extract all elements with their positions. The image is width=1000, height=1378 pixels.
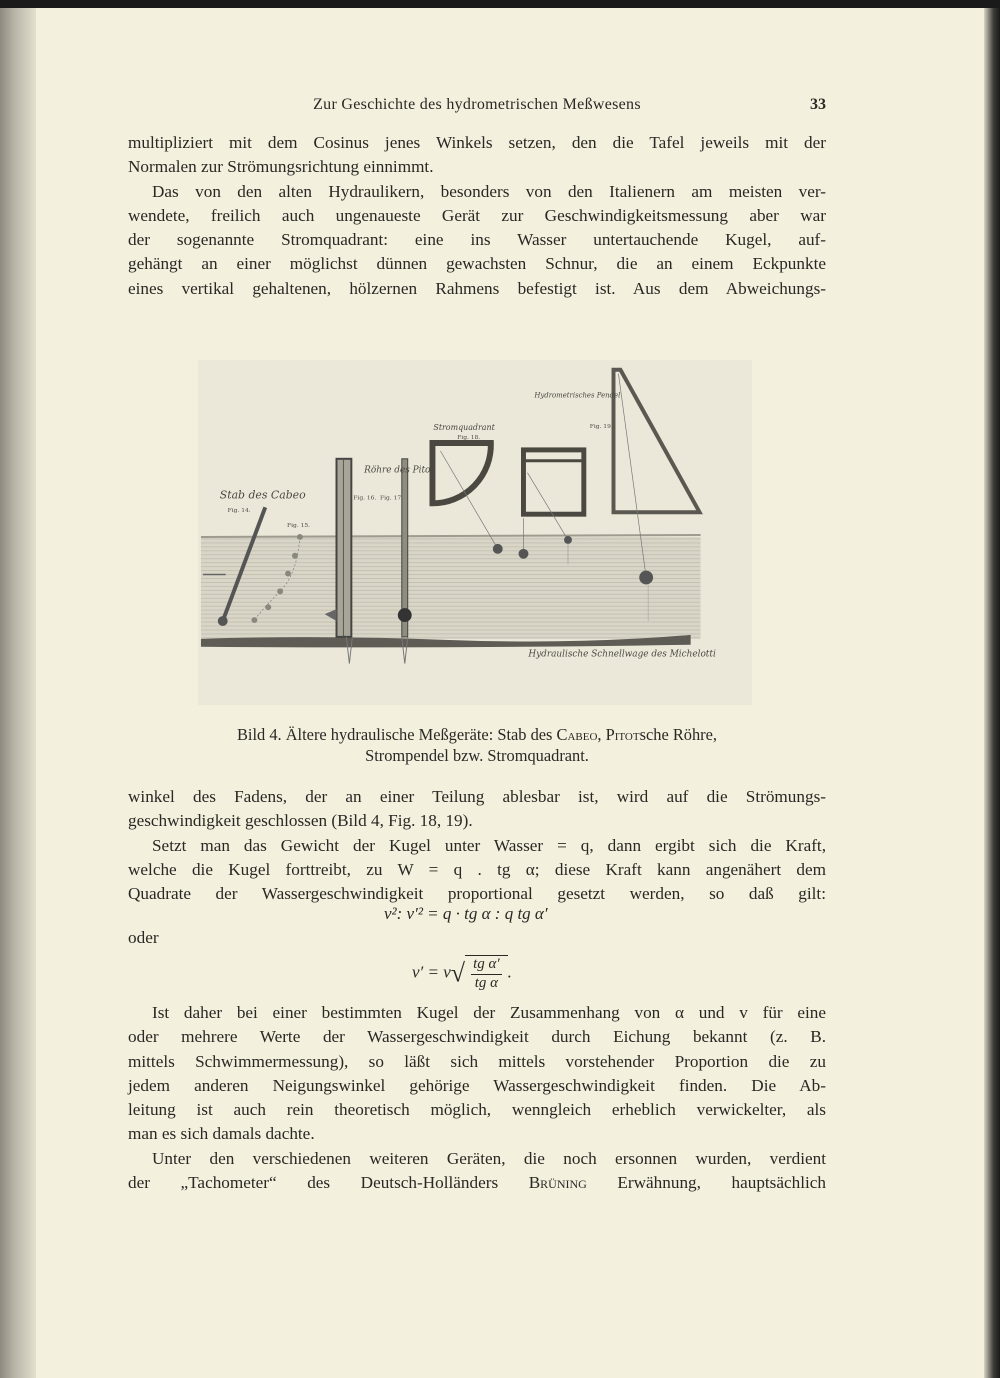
- text-span: Erwähnung, hauptsächlich: [586, 1173, 826, 1193]
- scan-top-border: [0, 0, 1000, 8]
- label-fig19: Fig. 19.: [589, 423, 613, 431]
- figure-hydraulic-instruments: [198, 360, 752, 705]
- text-line: Ist daher bei einer bestimmten Kugel der Zusammenhang von α und v für eine: [152, 1003, 826, 1022]
- text-line: jedem anderen Neigungswinkel gehörige Wassergeschwindigkeit finden. Die Ab-: [128, 1075, 826, 1095]
- caption-text: sche Röhre,: [639, 725, 717, 744]
- text-line: welche die Kugel forttreibt, zu W = q . tg α; diese Kraft kann angenähert dem: [128, 859, 826, 879]
- sqrt-sign: √: [450, 958, 466, 988]
- fraction-numerator: tg α′: [471, 956, 502, 975]
- text-line: wendete, freilich auch ungenaueste Gerät zur Geschwindigkeitsmessung aber war: [128, 205, 826, 225]
- formula-proportion: v²: v′² = q · tg α : q tg α′: [384, 904, 548, 923]
- text-line: leitung ist auch rein theoretisch möglich, wenngleich erheblich verwickelter, als: [128, 1100, 826, 1120]
- text-line: winkel des Fadens, der an einer Teilung ablesbar ist, wird auf die Strömungs-: [128, 787, 826, 806]
- page-gutter-shadow: [0, 8, 36, 1378]
- caption-line-2: Strompendel bzw. Stromquadrant.: [365, 746, 589, 765]
- formula-end: .: [507, 962, 512, 982]
- fraction-denominator: tg α: [474, 975, 498, 991]
- text-line: oder mehrere Werte der Wassergeschwindigkeit durch Eichung bekannt (z. B.: [128, 1027, 826, 1047]
- label-fig16: Fig. 16.: [353, 494, 377, 502]
- text-line: multipliziert mit dem Cosinus jenes Winkels setzen, den die Tafel jeweils mit der: [128, 133, 826, 152]
- page-number: 33: [810, 96, 826, 113]
- text-line: [128, 1171, 826, 1195]
- label-fig18: Fig. 18.: [457, 434, 481, 442]
- text-oder: oder: [128, 928, 159, 947]
- text-line: Setzt man das Gewicht der Kugel unter Wasser = q, dann ergibt sich die Kraft,: [152, 835, 826, 855]
- paragraph-1: [128, 131, 826, 301]
- text-line: der sogenannte Stromquadrant: eine ins Wasser untertauchende Kugel, auf-: [128, 230, 826, 250]
- label-michelotti: Hydraulische Schnellwage des Michelotti: [528, 649, 716, 660]
- text-line: Normalen zur Strömungsrichtung einnimmt.: [128, 157, 434, 177]
- label-pitot: Röhre des Pitot: [364, 465, 434, 476]
- fraction: [465, 955, 508, 992]
- page-right-edge: [984, 8, 1000, 1378]
- label-quadrant: Stromquadrant: [433, 423, 495, 433]
- formula-root: [412, 955, 512, 992]
- text-line: Das von den alten Hydraulikern, besonders von den Italienern am meisten ver-: [152, 181, 826, 201]
- figure-caption: [128, 724, 826, 766]
- text-line: Quadrate der Wassergeschwindigkeit proportional gesetzt werden, so daß gilt:: [128, 884, 826, 904]
- label-pendel: Hydrometrisches Pendel: [534, 391, 621, 400]
- label-fig14: Fig. 14.: [227, 507, 251, 515]
- caption-name-pitot: Pitot: [605, 725, 640, 744]
- water-area: [201, 537, 701, 639]
- running-title: Zur Geschichte des hydrometrischen Meßwesens: [313, 96, 641, 113]
- caption-text: Bild 4. Ältere hydraulische Meßgeräte: Stab des: [237, 725, 557, 744]
- engraving-illustration: [198, 360, 752, 705]
- label-fig15: Fig. 15.: [287, 522, 311, 530]
- text-span: der „Tachometer“ des Deutsch-Holländers: [128, 1173, 529, 1193]
- label-cabeo: Stab des Cabeo: [219, 488, 306, 502]
- formula-lhs: v′ = v: [412, 962, 451, 982]
- text-line: Unter den verschiedenen weiteren Geräten, die noch ersonnen wurden, verdient: [152, 1148, 826, 1168]
- paragraph-5: [128, 1001, 826, 1195]
- name-bruening: Brüning: [528, 1173, 587, 1193]
- running-header: [128, 96, 826, 118]
- paragraph-3: [128, 785, 826, 906]
- text-line: gehängt an einer möglichst dünnen gewachsten Schnur, die an einem Eckpunkte: [128, 254, 826, 274]
- text-line: mittels Schwimmermessung), so läßt sich mittels vorstehender Proportion die zu: [128, 1051, 826, 1071]
- label-fig17: Fig. 17.: [380, 494, 404, 502]
- text-line: eines vertikal gehaltenen, hölzernen Rahmens befestigt ist. Aus dem Abweichungs-: [128, 278, 826, 298]
- caption-name-cabeo: Cabeo: [556, 725, 598, 744]
- text-line: man es sich damals dachte.: [128, 1124, 315, 1144]
- caption-text: ,: [597, 725, 606, 744]
- text-line: geschwindigkeit geschlossen (Bild 4, Fig. 18, 19).: [128, 811, 473, 831]
